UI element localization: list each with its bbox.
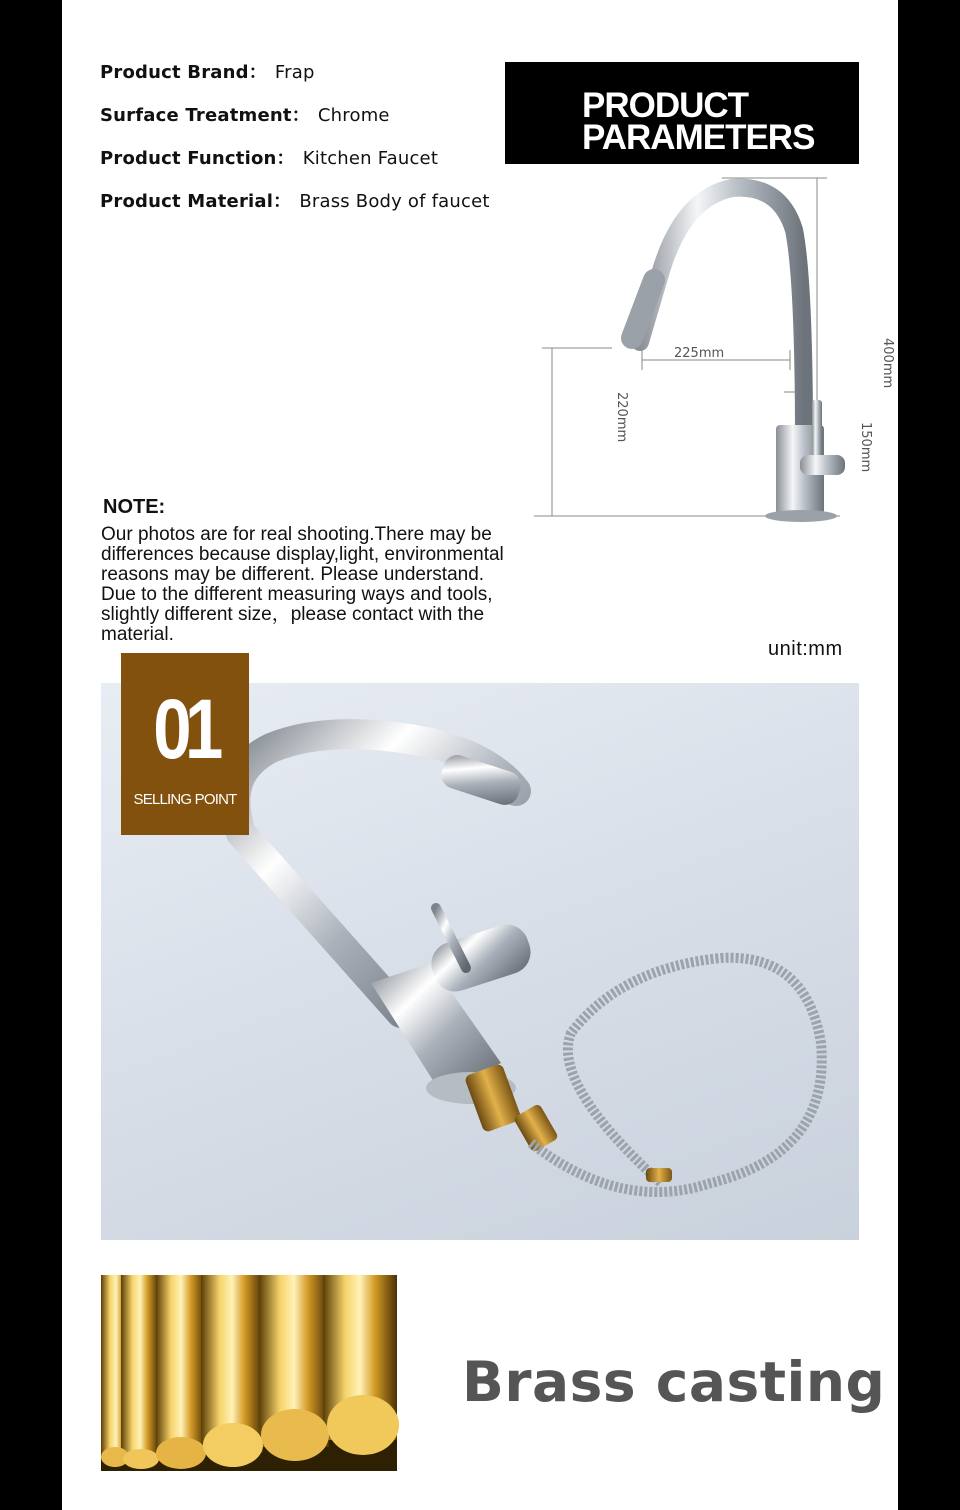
dim-spout-height-label: 220mm bbox=[614, 392, 629, 443]
param-function-value: Kitchen Faucet bbox=[302, 148, 439, 169]
param-brand bbox=[100, 58, 315, 84]
param-function-key: Product Function： bbox=[100, 148, 295, 169]
faucet-dimension-diagram bbox=[522, 170, 895, 525]
note-title: NOTE: bbox=[103, 496, 166, 518]
selling-point-badge bbox=[121, 653, 249, 835]
param-surface-value: Chrome bbox=[317, 105, 390, 126]
note-line: Our photos are for real shooting.There may be bbox=[101, 524, 492, 545]
param-surface bbox=[100, 101, 390, 127]
faucet-drawing bbox=[632, 188, 845, 522]
note-line: reasons may be different. Please understand. bbox=[101, 564, 485, 585]
param-brand-key: Product Brand： bbox=[100, 62, 267, 83]
param-brand-value: Frap bbox=[274, 62, 315, 83]
badge-number: 01 bbox=[153, 682, 217, 776]
note-line: differences because display,light, environmental bbox=[101, 544, 504, 565]
dim-total-height-label: 400mm bbox=[880, 338, 895, 389]
param-surface-key: Surface Treatment： bbox=[100, 105, 310, 126]
note-line: material. bbox=[101, 624, 174, 645]
heading-line-2: PARAMETERS bbox=[582, 118, 815, 157]
dim-base-height-label: 150mm bbox=[858, 422, 873, 473]
brass-rods-illustration bbox=[101, 1275, 397, 1471]
note-line: slightly different size，please contact with the bbox=[101, 604, 485, 625]
product-parameters-heading bbox=[505, 62, 859, 164]
product-page bbox=[62, 0, 898, 1510]
param-material bbox=[100, 187, 490, 213]
param-material-key: Product Material： bbox=[100, 191, 292, 212]
badge-label: SELLING POINT bbox=[133, 791, 237, 808]
note-body bbox=[101, 525, 581, 645]
heading-line-1: PRODUCT bbox=[582, 86, 749, 125]
feature-title: Brass casting bbox=[462, 1350, 886, 1414]
param-material-value: Brass Body of faucet bbox=[299, 191, 490, 212]
brass-rods-image bbox=[101, 1275, 397, 1471]
unit-label: unit:mm bbox=[768, 638, 843, 660]
note-line: Due to the different measuring ways and tools, bbox=[101, 584, 493, 605]
dim-reach-label: 225mm bbox=[674, 346, 725, 361]
param-function bbox=[100, 144, 438, 170]
